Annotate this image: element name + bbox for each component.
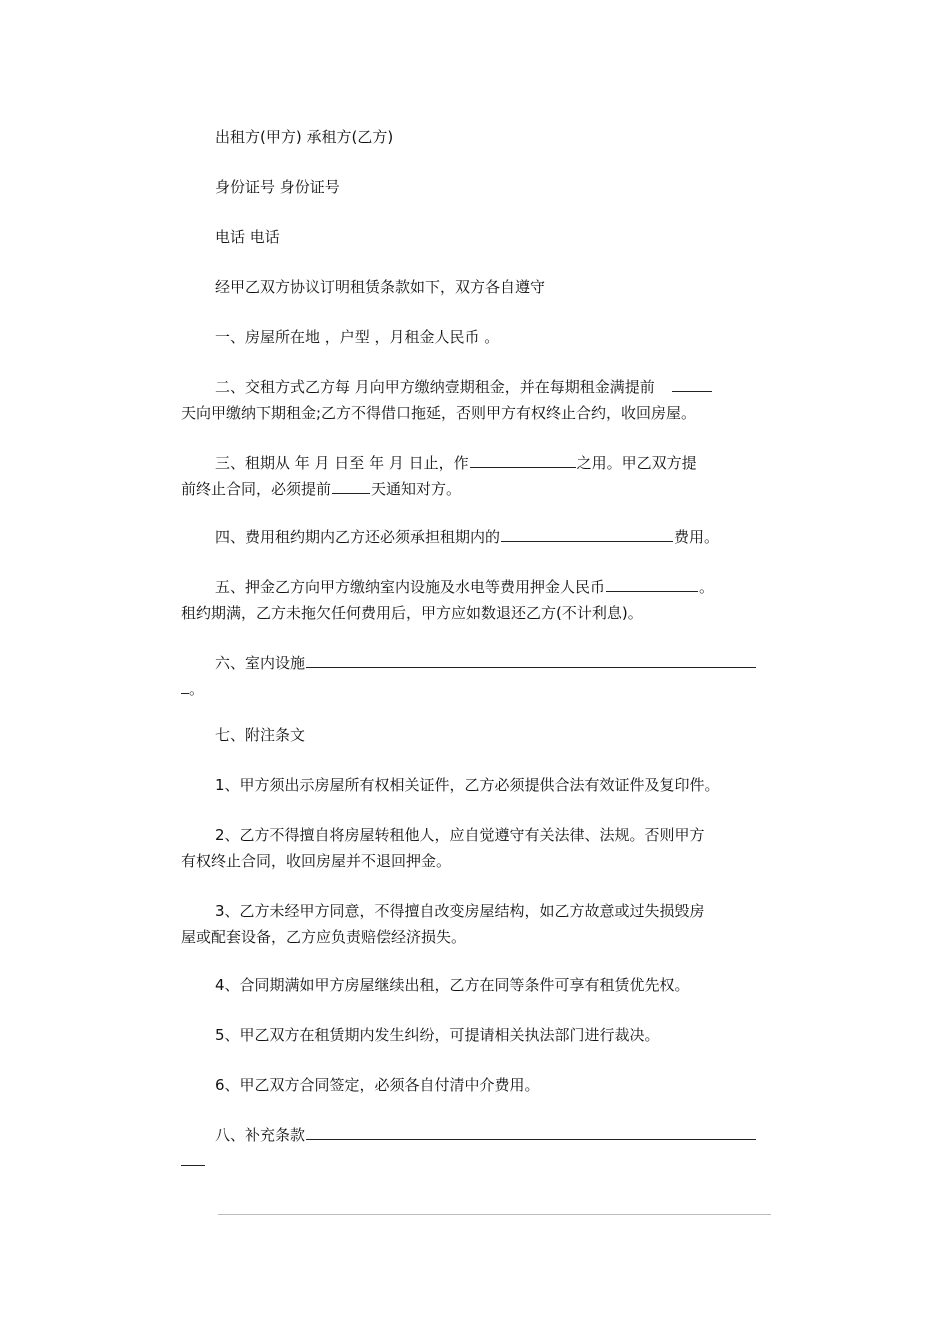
- supplementary-blank-end: [181, 1149, 205, 1166]
- facilities-blank-end: [181, 677, 189, 694]
- clause-6-line-2: 。: [181, 676, 771, 702]
- clause-2-line-1: 二、交租方式乙方每 月向甲方缴纳壹期租金，并在每期租金满提前: [215, 374, 805, 400]
- note-3-line-2: 屋或配套设备，乙方应负责赔偿经济损失。: [181, 928, 467, 946]
- clause-2-line-2: 天向甲缴纳下期租金;乙方不得借口拖延，否则甲方有权终止合约，收回房屋。: [181, 404, 697, 422]
- id-line: 身份证号 身份证号: [215, 178, 340, 196]
- clause-3-line-2: 前终止合同，必须提前 天通知对方。: [181, 476, 771, 502]
- note-6: 6、甲乙双方合同签定，必须各自付清中介费用。: [215, 1076, 540, 1094]
- clause-1: 一、房屋所在地 ，户型 ，月租金人民币 。: [215, 328, 500, 346]
- usage-blank: [470, 451, 576, 468]
- note-1: 1、甲方须出示房屋所有权相关证件，乙方必须提供合法有效证件及复印件。: [215, 776, 720, 794]
- clause-4: 四、费用租约期内乙方还必须承担租期内的 费用。: [215, 524, 805, 550]
- deposit-blank: [606, 575, 698, 592]
- phone-line: 电话 电话: [215, 228, 280, 246]
- advance-days-blank: [672, 375, 712, 392]
- clause-8-line-1: 八、补充条款: [215, 1122, 805, 1148]
- fees-blank: [501, 525, 673, 542]
- note-2-line-2: 有权终止合同，收回房屋并不退回押金。: [181, 852, 452, 870]
- note-3-line-1: 3、乙方未经甲方同意，不得擅自改变房屋结构，如乙方故意或过失损毁房: [215, 902, 705, 920]
- clause-5-line-1: 五、押金乙方向甲方缴纳室内设施及水电等费用押金人民币 。: [215, 574, 805, 600]
- intro-paragraph: 经甲乙双方协议订明租赁条款如下，双方各自遵守: [215, 278, 546, 296]
- clause-3-line-1: 三、租期从 年 月 日至 年 月 日止，作 之用。甲乙双方提: [215, 450, 805, 476]
- clause-6-line-1: 六、室内设施: [215, 650, 805, 676]
- footer-divider: [218, 1214, 771, 1215]
- supplementary-blank: [306, 1123, 756, 1140]
- facilities-blank: [306, 651, 756, 668]
- clause-5-line-2: 租约期满，乙方未拖欠任何费用后，甲方应如数退还乙方(不计利息)。: [181, 604, 643, 622]
- note-5: 5、甲乙双方在租赁期内发生纠纷，可提请相关执法部门进行裁决。: [215, 1026, 660, 1044]
- notice-days-blank: [332, 477, 370, 494]
- note-4: 4、合同期满如甲方房屋继续出租，乙方在同等条件可享有租赁优先权。: [215, 976, 690, 994]
- note-2-line-1: 2、乙方不得擅自将房屋转租他人，应自觉遵守有关法律、法规。否则甲方: [215, 826, 705, 844]
- clause-7-title: 七、附注条文: [215, 726, 306, 744]
- party-line: 出租方(甲方) 承租方(乙方): [215, 128, 394, 146]
- clause-8-line-2: [181, 1148, 771, 1174]
